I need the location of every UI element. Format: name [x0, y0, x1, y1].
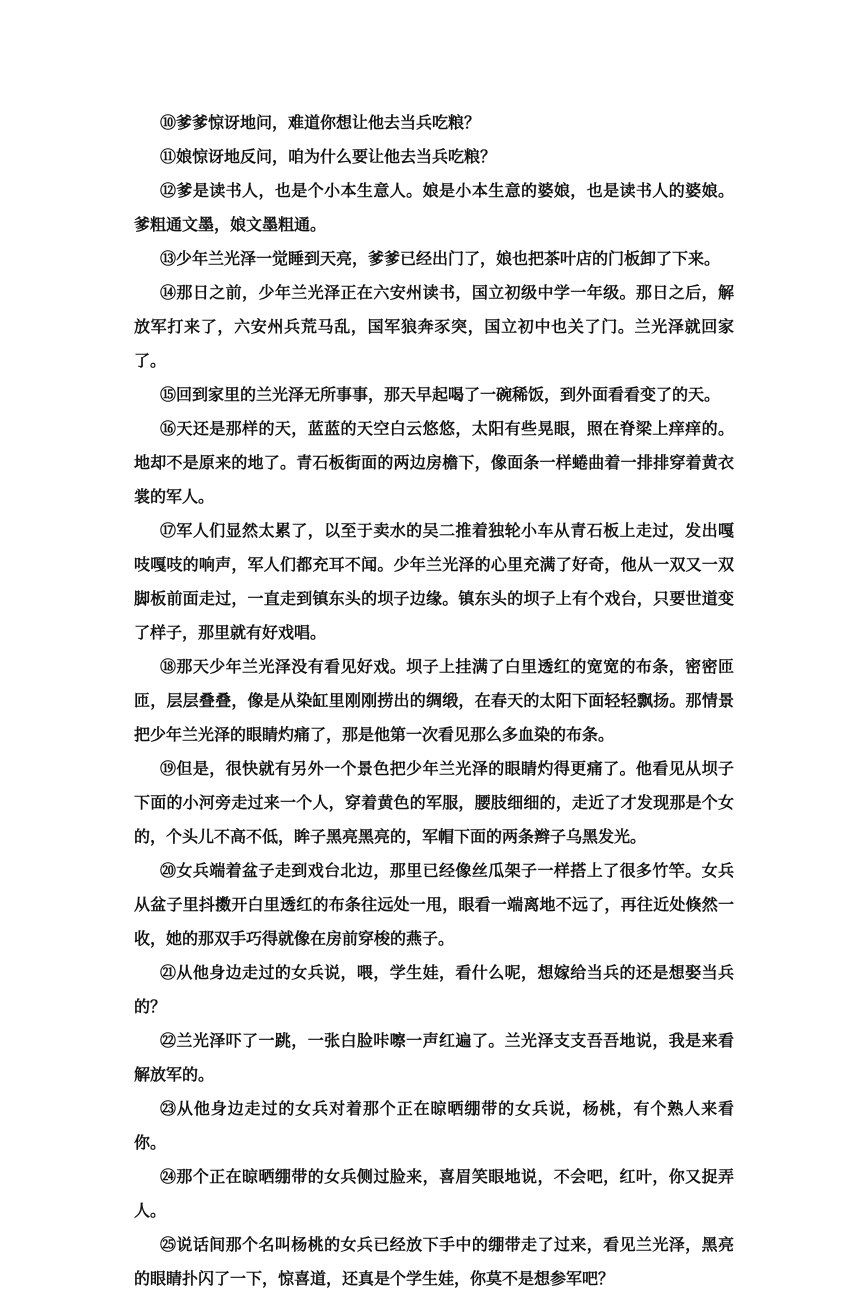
paragraph-23: ㉓从他身边走过的女兵对着那个正在晾晒绷带的女兵说，杨桃，有个熟人来看你。: [134, 1099, 734, 1152]
document-body: [134, 106, 734, 1296]
paragraph-13: ⑬少年兰光泽一觉睡到天亮，爹爹已经出门了，娘也把茶叶店的门板卸了下来。: [160, 249, 721, 268]
paragraph-21: ㉑从他身边走过的女兵说，喂，学生娃，看什么呢，想嫁给当兵的还是想娶当兵的？: [134, 963, 734, 1016]
paragraph-19: ⑲但是，很快就有另外一个景色把少年兰光泽的眼睛灼得更痛了。他看见从坝子下面的小河旁走过来一个人，穿着黄色的军服，腰肢细细的，走近了才发现那是个女的，个头儿不高不低，眸子黑亮黑亮的，军帽下面的两条辫子乌黑发光。: [134, 759, 734, 846]
paragraph-14: ⑭那日之前，少年兰光泽正在六安州读书，国立初级中学一年级。那日之后，解放军打来了，六安州兵荒马乱，国军狼奔豕突，国立初中也关了门。兰光泽就回家了。: [134, 283, 734, 370]
paragraph-16: ⑯天还是那样的天，蓝蓝的天空白云悠悠，太阳有些晃眼，照在脊梁上痒痒的。地却不是原来的地了。青石板街面的两边房檐下，像面条一样蜷曲着一排排穿着黄衣裳的军人。: [134, 419, 734, 506]
paragraph-25: ㉕说话间那个名叫杨桃的女兵已经放下手中的绷带走了过来，看见兰光泽，黑亮的眼睛扑闪了一下，惊喜道，还真是个学生娃，你莫不是想参军吧？: [134, 1235, 734, 1288]
paragraph-12: ⑫爹是读书人，也是个小本生意人。娘是小本生意的婆娘，也是读书人的婆娘。爹粗通文墨，娘文墨粗通。: [134, 181, 734, 234]
paragraph-15: ⑮回到家里的兰光泽无所事事，那天早起喝了一碗稀饭，到外面看看变了的天。: [160, 385, 721, 404]
paragraph-10: ⑩爹爹惊讶地问，难道你想让他去当兵吃粮？: [160, 113, 481, 132]
paragraph-11: ⑪娘惊讶地反问，咱为什么要让他去当兵吃粮？: [160, 147, 497, 166]
paragraph-24: ㉔那个正在晾晒绷带的女兵侧过脸来，喜眉笑眼地说，不会吧，红叶，你又捉弄人。: [134, 1167, 734, 1220]
paragraph-17: ⑰军人们显然太累了，以至于卖水的吴二推着独轮小车从青石板上走过，发出嘎吱嘎吱的响声，军人们都充耳不闻。少年兰光泽的心里充满了好奇，他从一双又一双脚板前面走过，一直走到镇东头的坝子边缘。镇东头的坝子上有个戏台，只要世道变了样子，那里就有好戏唱。: [134, 521, 734, 642]
paragraph-18: ⑱那天少年兰光泽没有看见好戏。坝子上挂满了白里透红的宽宽的布条，密密匝匝，层层叠叠，像是从染缸里刚刚捞出的绸缎，在春天的太阳下面轻轻飘扬。那情景把少年兰光泽的眼睛灼痛了，那是他第一次看见那么多血染的布条。: [134, 657, 734, 744]
paragraph-20: ⑳女兵端着盆子走到戏台北边，那里已经像丝瓜架子一样搭上了很多竹竿。女兵从盆子里抖擞开白里透红的布条往远处一甩，眼看一端离地不远了，再往近处倏然一收，她的那双手巧得就像在房前穿梭的燕子。: [134, 861, 734, 948]
paragraph-22: ㉒兰光泽吓了一跳，一张白脸咔嚓一声红遍了。兰光泽支支吾吾地说，我是来看解放军的。: [134, 1031, 734, 1084]
